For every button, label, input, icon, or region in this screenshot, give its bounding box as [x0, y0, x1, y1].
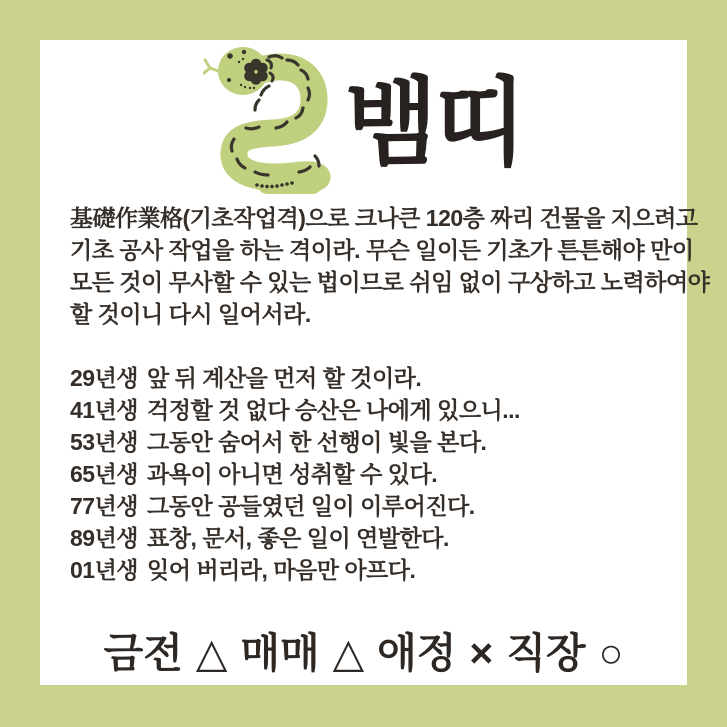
- fortune-card: [40, 40, 710, 685]
- summary-pair: [377, 620, 506, 679]
- summary-symbol: △: [332, 630, 365, 676]
- year-fortune-row: [70, 522, 667, 554]
- summary-symbol: ○: [598, 630, 624, 676]
- header: [40, 44, 687, 196]
- summary-pair: [506, 620, 623, 679]
- summary-pair: [240, 620, 377, 679]
- paragraph-line: 할 것이니 다시 일어서라.: [70, 301, 311, 327]
- year-label: 29년생: [70, 365, 139, 391]
- year-fortune-row: [70, 490, 667, 522]
- summary-category: 직장: [506, 630, 586, 676]
- year-fortune-row: [70, 458, 667, 490]
- summary-symbol: ×: [469, 630, 494, 676]
- year-fortune-row: [70, 394, 667, 426]
- year-label: 41년생: [70, 397, 139, 423]
- year-text: 표창, 문서, 좋은 일이 연발한다.: [147, 525, 449, 551]
- year-text: 그동안 숨어서 한 선행이 빛을 본다.: [147, 429, 487, 455]
- summary-category: 애정: [377, 630, 457, 676]
- year-label: 01년생: [70, 557, 139, 583]
- year-fortune-row: [70, 554, 667, 586]
- year-label: 53년생: [70, 429, 139, 455]
- summary-category: 금전: [103, 630, 183, 676]
- year-text: 잊어 버리라, 마음만 아프다.: [147, 557, 416, 583]
- summary-line: [40, 620, 687, 679]
- year-text: 과욕이 아니면 성취할 수 있다.: [147, 461, 438, 487]
- year-text: 앞 뒤 계산을 먼저 할 것이라.: [147, 365, 422, 391]
- year-fortune-list: [70, 362, 667, 586]
- page-title: 뱀띠: [344, 70, 525, 177]
- summary-pair: [104, 620, 241, 679]
- year-label: 65년생: [70, 461, 139, 487]
- paragraph-line: 基礎作業格(기초작업격)으로 크나큰 120층 짜리 건물을 지으려고: [70, 205, 698, 231]
- paragraph-line: 모든 것이 무사할 수 있는 법이므로 쉬임 없이 구상하고 노력하여야: [70, 269, 710, 295]
- fortune-paragraph: [70, 202, 710, 330]
- year-fortune-row: [70, 426, 667, 458]
- paragraph-line: 기초 공사 작업을 하는 격이라. 무슨 일이든 기초가 튼튼해야 만이: [70, 237, 694, 263]
- snake-icon: [203, 44, 335, 194]
- year-label: 77년생: [70, 493, 139, 519]
- year-text: 그동안 공들였던 일이 이루어진다.: [147, 493, 475, 519]
- summary-category: 매매: [240, 630, 320, 676]
- year-label: 89년생: [70, 525, 139, 551]
- year-text: 걱정할 것 없다 승산은 나에게 있으니...: [147, 397, 520, 423]
- year-fortune-row: [70, 362, 667, 394]
- summary-symbol: △: [195, 630, 228, 676]
